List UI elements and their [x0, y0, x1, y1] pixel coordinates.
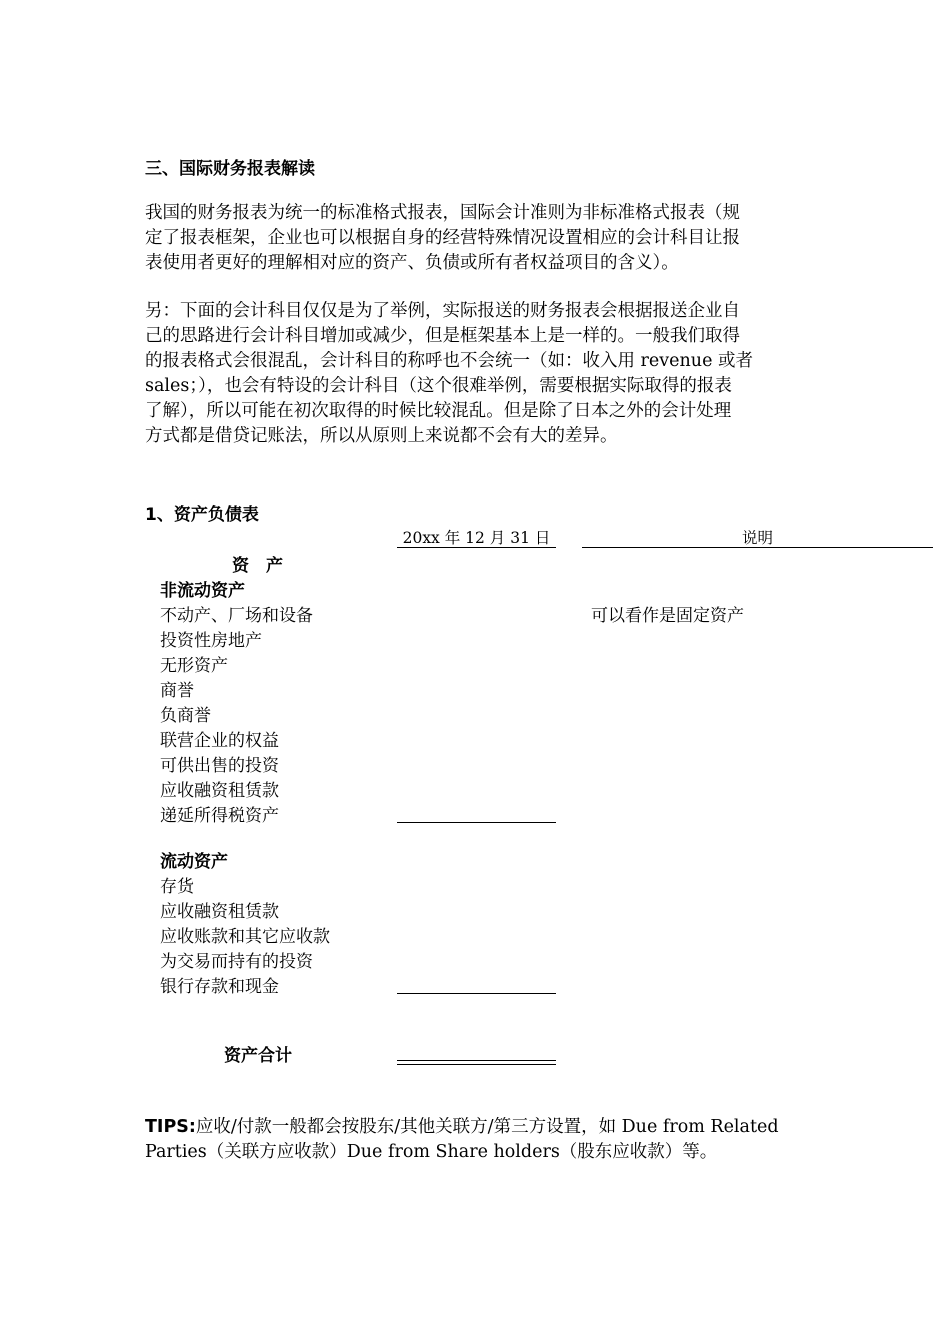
total-double-rule	[397, 1060, 556, 1065]
date-column-header: 20xx 年 12 月 31 日	[402, 529, 551, 547]
paragraph-line: 了解），所以可能在初次取得的时候比较混乱。但是除了日本之外的会计处理	[145, 401, 732, 421]
line-item: 应收账款和其它应收款	[160, 927, 330, 947]
header-underline	[582, 547, 933, 548]
line-item: 负商誉	[160, 706, 211, 726]
paragraph-line: 己的思路进行会计科目增加或减少，但是框架基本上是一样的。一般我们取得	[145, 326, 740, 346]
line-item: 可供出售的投资	[160, 756, 279, 776]
line-item-note: 可以看作是固定资产	[591, 606, 744, 626]
header-underline	[397, 547, 556, 548]
line-item: 递延所得税资产	[160, 806, 279, 826]
assets-heading: 资 产	[232, 556, 283, 576]
line-item: 应收融资租赁款	[160, 902, 279, 922]
line-item: 商誉	[160, 681, 194, 701]
subtotal-rule	[397, 822, 556, 823]
total-assets-label: 资产合计	[224, 1046, 292, 1066]
subtotal-rule	[397, 993, 556, 994]
line-item: 为交易而持有的投资	[160, 952, 313, 972]
line-item: 联营企业的权益	[160, 731, 279, 751]
line-item: 无形资产	[160, 656, 228, 676]
paragraph-line: 方式都是借贷记账法，所以从原则上来说都不会有大的差异。	[145, 426, 618, 446]
line-item: 存货	[160, 877, 194, 897]
note-paragraph	[145, 299, 753, 449]
tips-note	[145, 1115, 779, 1165]
line-item: 投资性房地产	[160, 631, 262, 651]
line-item: 银行存款和现金	[160, 977, 279, 997]
note-column-header: 说明	[741, 529, 773, 547]
paragraph-line: sales；），也会有特设的会计科目（这个很难举例，需要根据实际取得的报表	[145, 376, 732, 396]
balance-sheet-title: 1、资产负债表	[145, 505, 259, 525]
paragraph-line: 定了报表框架，企业也可以根据自身的经营特殊情况设置相应的会计科目让报	[145, 228, 740, 248]
line-item: 应收融资租赁款	[160, 781, 279, 801]
line-item: 不动产、厂场和设备	[160, 606, 313, 626]
section-title: 三、国际财务报表解读	[145, 159, 315, 179]
tips-label: TIPS:	[145, 1117, 196, 1137]
paragraph-line: 表使用者更好的理解相对应的资产、负债或所有者权益项目的含义）。	[145, 253, 679, 273]
paragraph-line: 我国的财务报表为统一的标准格式报表，国际会计准则为非标准格式报表（规	[145, 203, 740, 223]
paragraph-line: 的报表格式会很混乱，会计科目的称呼也不会统一（如：收入用 revenue 或者	[145, 351, 753, 371]
tips-text: 应收/付款一般都会按股东/其他关联方/第三方设置，如 Due from Related	[195, 1117, 779, 1137]
current-assets-heading: 流动资产	[160, 852, 228, 872]
intro-paragraph	[145, 201, 740, 276]
noncurrent-assets-heading: 非流动资产	[160, 581, 245, 601]
paragraph-line: 另：下面的会计科目仅仅是为了举例，实际报送的财务报表会根据报送企业自	[145, 301, 740, 321]
tips-text: Parties（关联方应收款）Due from Share holders（股东应收款）等。	[145, 1142, 718, 1162]
